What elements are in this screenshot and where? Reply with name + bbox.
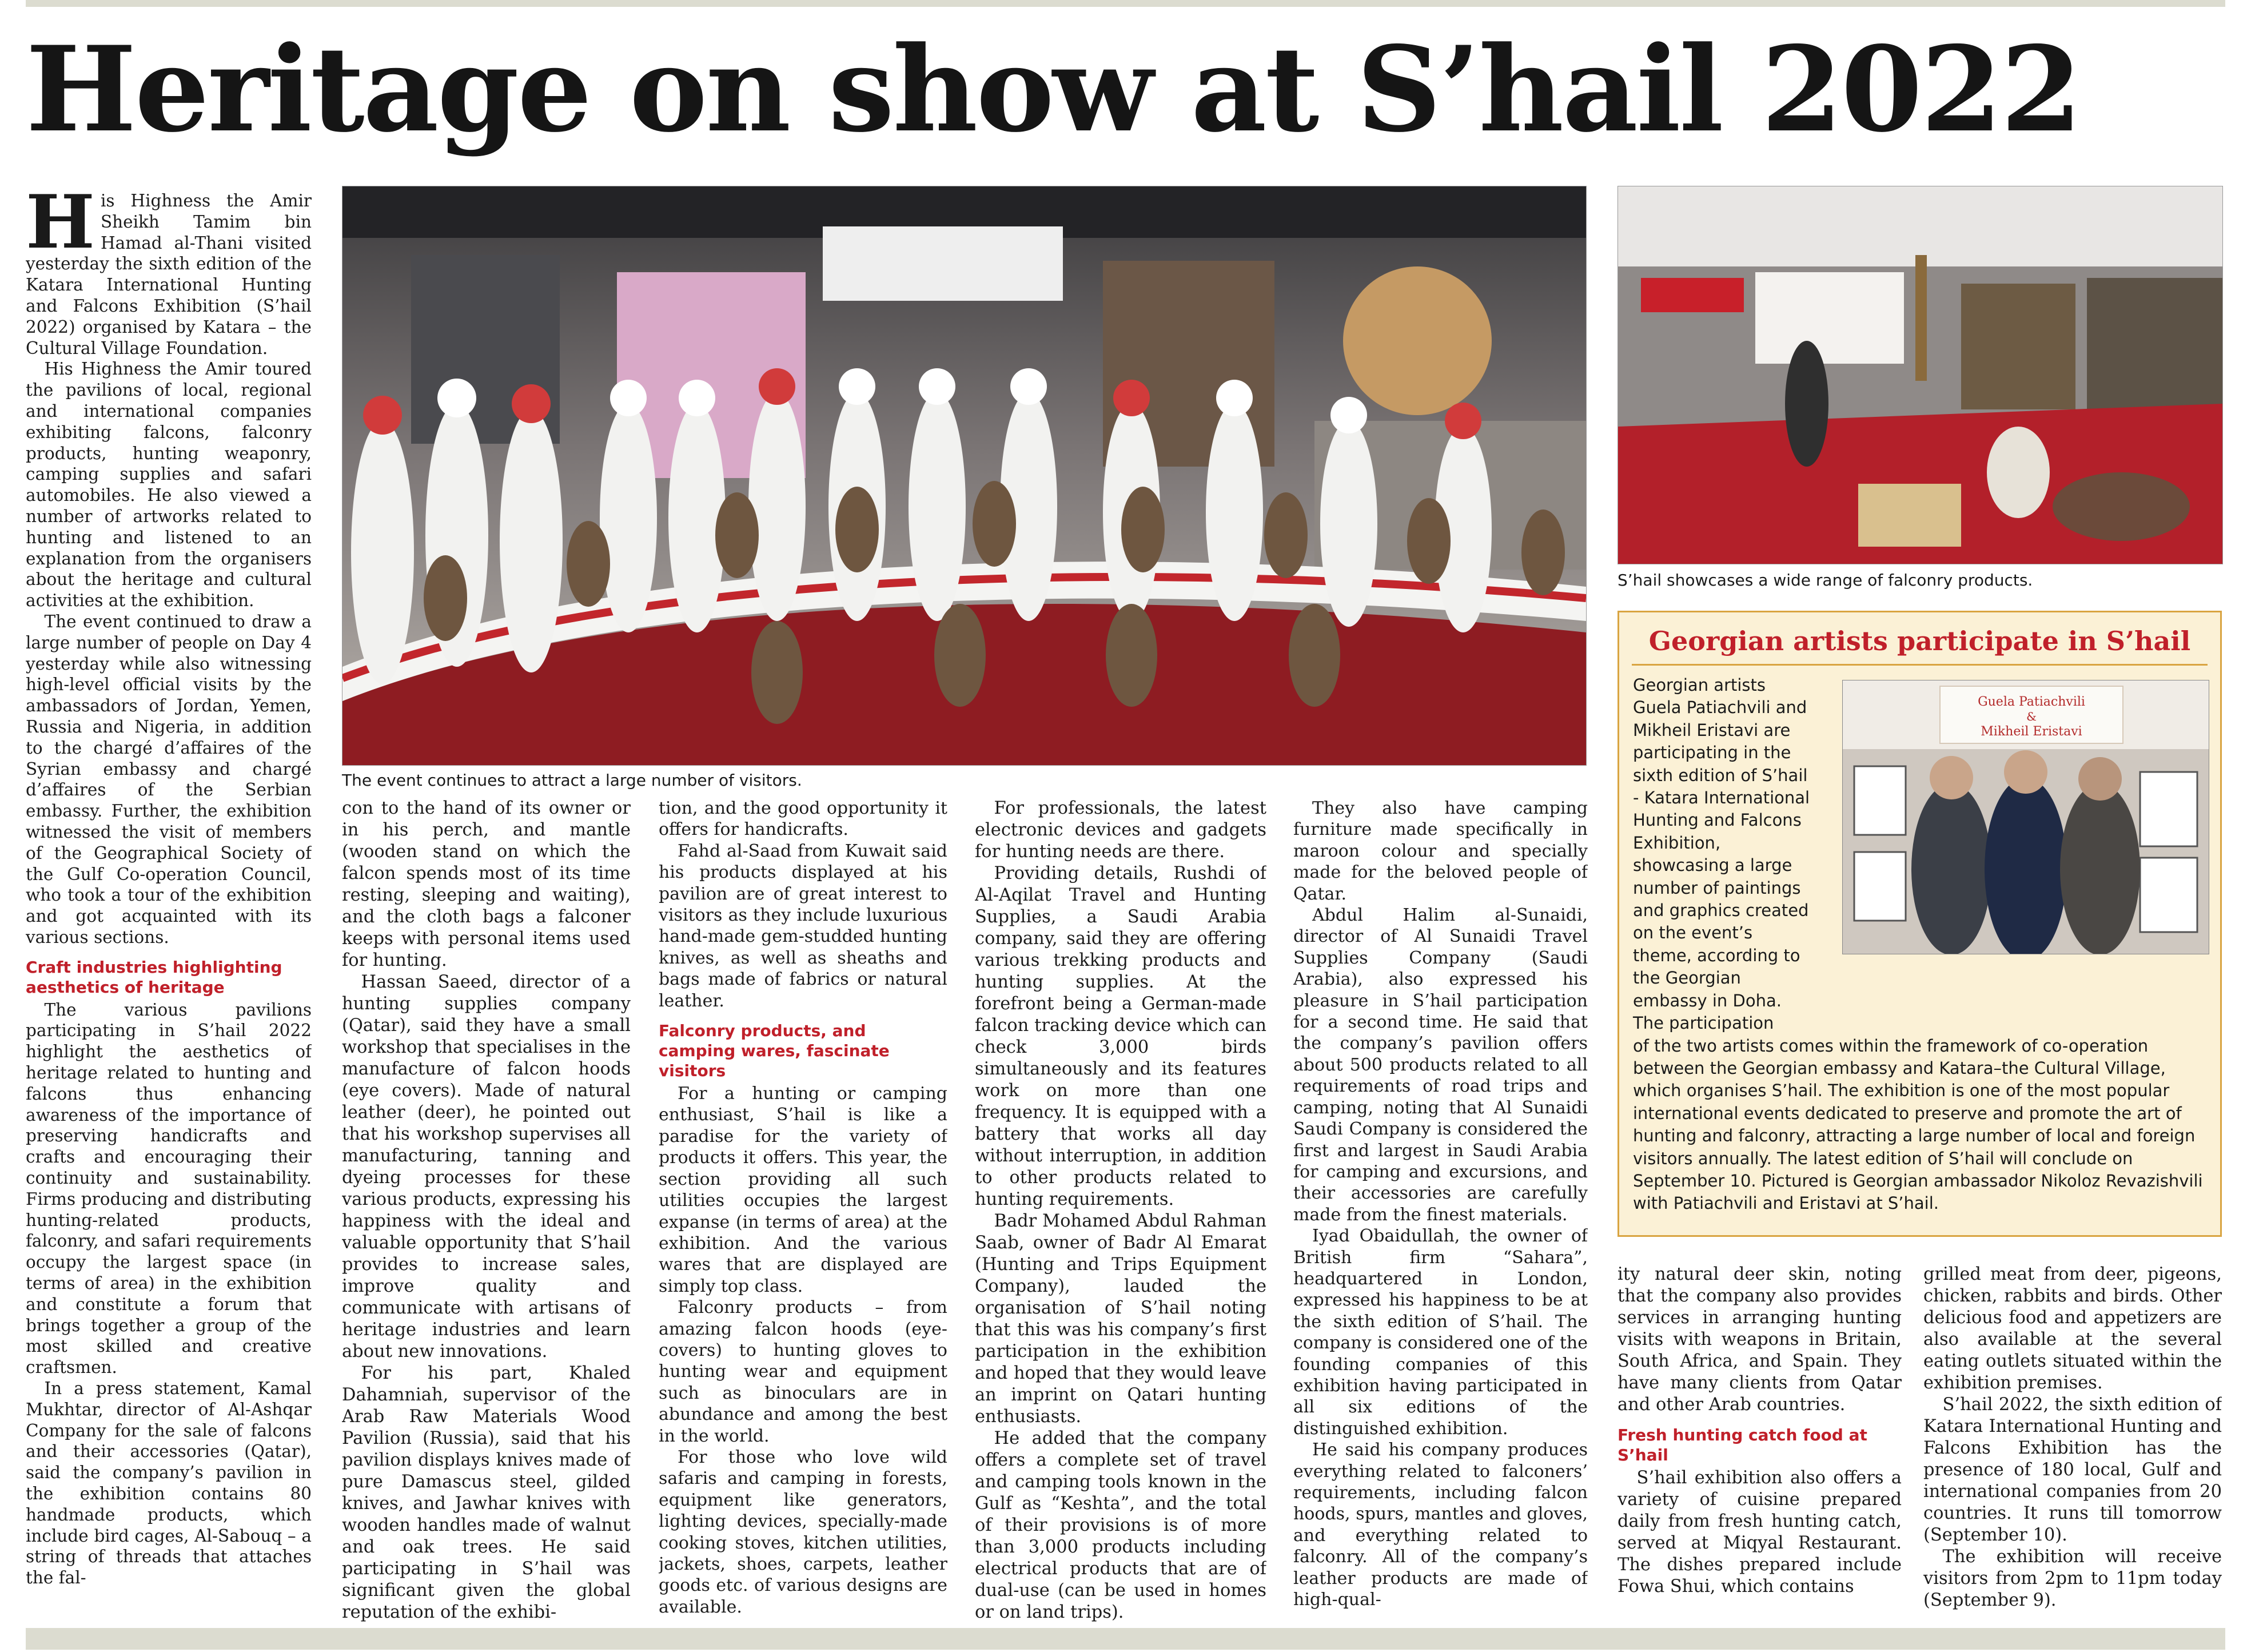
- sidebar-box: [1617, 611, 2222, 1237]
- paragraph: The exhibition will receive visitors from 2pm to 11pm today (September 9).: [1923, 1547, 2222, 1610]
- paragraph: S’hail 2022, the sixth edition of Katara International Hunting and Falcons Exhibition has the presence of 180 local, Gulf and international companies from 20 countries. It runs till tomorrow (September 10).: [1923, 1395, 2222, 1545]
- article-column-5: [1293, 798, 1588, 1626]
- top-rule: [26, 0, 2225, 7]
- paragraph: In a press statement, Kamal Mukhtar, director of Al-Ashqar Company for the sale of falcons and their accessories (Qatar), said the company’s pavilion in the exhibition contains 80 handmade products, which include bird cages, Al-Sabouq – a string of threads that attaches the fal-: [26, 1379, 312, 1588]
- article-column-1: [26, 190, 312, 1626]
- subheading: Craft industries highlighting aesthetics of heritage: [26, 957, 282, 997]
- paragraph: ity natural deer skin, noting that the company also provides services in arranging hunting visits with weapons in Britain, South Africa, and Spain. They have many clients from Qatar and other Arab countries.: [1617, 1264, 1902, 1415]
- paragraph: The event continued to draw a large number of people on Day 4 yesterday while also witnessing high-level official visits by the ambassadors of Jordan, Yemen, Russia and Nigeria, in addition to the chargé d’affaires of the Syrian embassy and chargé d’affaires of the Serbian embassy. Further, the exhibition witnessed the visit of members of the Geographical Society of the Gulf Co-operation Council, who took a tour of the exhibition and got acquainted with its various sections.: [26, 611, 312, 947]
- paragraph: For those who love wild safaris and camping in forests, equipment like generators, lighting devices, specially-made cooking stoves, kitchen utilities, jackets, shoes, carpets, leather goods etc. of various designs are available.: [659, 1447, 947, 1617]
- sign-line-1: Guela Patiachvili: [1978, 695, 2085, 709]
- paragraph-text: is Highness the Amir Sheikh Tamim bin Hamad al-Thani visited yesterday the sixth edition of the Katara International Hunting and Falcons Exhibition (S’hail 2022) organised by Katara – the Cultural Village Foundation.: [26, 191, 312, 358]
- article-column-6: [1617, 1264, 1902, 1626]
- bottom-rule: [26, 1628, 2225, 1650]
- main-photo: [342, 186, 1587, 766]
- paragraph: Badr Mohamed Abdul Rahman Saab, owner of Badr Al Emarat (Hunting and Trips Equipment Company), lauded the organisation of S’hail noting that this was his company’s first participation in the exhibition and hoped that they would leave an imprint on Qatari hunting enthusiasts.: [975, 1211, 1266, 1427]
- paragraph: tion, and the good opportunity it offers for handicrafts.: [659, 798, 947, 840]
- paragraph: For a hunting or camping enthusiast, S’hail is like a paradise for the variety of products it offers. This year, the section providing all such utilities occupies the largest expanse (in terms of area) at the exhibition. And the various wares that are displayed are simply top class.: [659, 1084, 947, 1296]
- paragraph: S’hail exhibition also offers a variety of cuisine prepared daily from fresh hunting catch, served at Miqyal Restaurant. The dishes prepared include Fowa Shui, which contains: [1617, 1468, 1902, 1597]
- sidebar-lead-text: Georgian artists Guela Patiachvili and Mikheil Eristavi are participating in the sixth edition of S’hail - Katara International Hunting and Falcons Exhibition, showcasing a large number of paintings and graphics created on the event’s theme, according to the Georgian embassy in Doha. The participation: [1633, 675, 1810, 1033]
- exhibition-hall-illustration: [342, 186, 1586, 765]
- sign-line-2: &: [2026, 710, 2037, 723]
- paragraph: grilled meat from deer, pigeons, chicken, rabbits and birds. Other delicious food and appetizers are also available at the several eating outlets situated within the exhibition premises.: [1923, 1264, 2222, 1393]
- paragraph: He said his company produces everything related to falconers’ requirements, including falcon hoods, spurs, mantles and gloves, and everything related to falconry. All of the company’s leather products are made of high-qual-: [1293, 1440, 1588, 1610]
- paragraph: For professionals, the latest electronic devices and gadgets for hunting needs are there.: [975, 798, 1266, 862]
- paragraph: The various pavilions participating in S’hail 2022 highlight the aesthetics of heritage related to hunting and falcons thus enhancing awareness of the importance of preserving handicrafts and crafts and encouraging their continuity and sustainability. Firms producing and distributing hunting-related products, falconry, and safari requirements occupy the largest space (in terms of area) in the exhibition and constitute a forum that brings together a group of the most skilled and creative craftsmen.: [26, 1000, 312, 1378]
- sign-line-3: Mikheil Eristavi: [1981, 725, 2082, 739]
- main-photo-caption: The event continues to attract a large number of visitors.: [342, 771, 802, 790]
- article-column-4: [975, 798, 1266, 1626]
- paragraph: [26, 190, 312, 359]
- sidebar-title: Georgian artists participate in S’hail: [1648, 626, 2191, 656]
- right-photo-caption: S’hail showcases a wide range of falconry products.: [1617, 571, 2033, 590]
- paragraph: They also have camping furniture made specifically in maroon colour and specially made for the beloved people of Qatar.: [1293, 798, 1588, 904]
- paragraph: Providing details, Rushdi of Al-Aqilat Travel and Hunting Supplies, a Saudi Arabia company, said they are offering various trekking products and hunting supplies. At the forefront being a German-made falcon tracking device which can check 3,000 birds simultaneously and its features work on more than one frequency. It is equipped with a battery that works all day without interruption, in addition to other products related to hunting requirements.: [975, 863, 1266, 1209]
- paragraph: For his part, Khaled Dahamniah, supervisor of the Arab Raw Materials Wood Pavilion (Russia), said that his pavilion displays knives made of pure Damascus steel, gilded knives, and Jawhar knives with wooden handles made of walnut and oak trees. He said participating in S’hail was significant given the global reputation of the exhibi-: [342, 1363, 631, 1622]
- paragraph: con to the hand of its owner or in his perch, and mantle (wooden stand on which the falcon spends most of its time resting, sleeping and waiting), and the cloth bags a falconer keeps with personal items used for hunting.: [342, 798, 631, 970]
- headline: Heritage on show at S’hail 2022: [26, 21, 2081, 158]
- sidebar-rest-text: of the two artists comes within the framework of co-operation between the Georgian embassy and Katara–the Cultural Village, which organises S’hail. The exhibition is one of the most popular international events dedicated to preserve and promote the art of hunting and falconry, attracting a large number of local and foreign visitors annually. The latest edition of S’hail will conclude on September 10. Pictured is Georgian ambassador Nikoloz Revazishvili with Patiachvili and Eristavi at S’hail.: [1633, 1036, 2203, 1213]
- paragraph: Hassan Saeed, director of a hunting supplies company (Qatar), said they have a small workshop that specialises in the manufacture of falcon hoods (eye covers). Made of natural leather (deer), he pointed out that his workshop supervises all manufacturing, tanning and dyeing processes for these various products, expressing his happiness with the ideal and valuable opportunity that S’hail provides to increase sales, improve quality and communicate with artisans of heritage industries and learn about new innovations.: [342, 972, 631, 1362]
- subheading: Fresh hunting catch food at S’hail: [1617, 1426, 1867, 1464]
- sidebar-rule: [1632, 664, 2208, 666]
- paragraph: Iyad Obaidullah, the owner of British firm “Sahara”, headquartered in London, expressed his happiness to be at the sixth edition of S’hail. The company is considered one of the founding companies of this exhibition having participated in all six editions of the distinguished exhibition.: [1293, 1226, 1588, 1439]
- article-column-2: [342, 798, 631, 1626]
- exhibition-stalls-illustration: [1618, 186, 2222, 564]
- subheading: Falconry products, and camping wares, fascinate visitors: [659, 1021, 890, 1081]
- paragraph: He added that the company offers a complete set of travel and camping tools known in the Gulf as “Keshta”, and the total of their provisions is of more than 3,000 products including electrical products that are of dual-use (can be used in homes or on land trips).: [975, 1428, 1266, 1622]
- paragraph: Fahd al-Saad from Kuwait said his products displayed at his pavilion are of great interest to visitors as they include luxurious hand-made gem-studded hunting knives, as well as sheaths and bags made of fabrics or natural leather.: [659, 841, 947, 1011]
- sidebar-text: [1633, 674, 2205, 1215]
- article-column-7: [1923, 1264, 2222, 1626]
- right-photo: [1617, 186, 2223, 564]
- paragraph: His Highness the Amir toured the pavilions of local, regional and international companies exhibiting falcons, falconry products, hunting weaponry, camping supplies and safari automobiles. He also viewed a number of artworks related to hunting and listened to an explanation from the organisers about the heritage and cultural activities at the exhibition.: [26, 359, 312, 611]
- drop-cap: H: [26, 190, 95, 265]
- article-column-3: [659, 798, 947, 1626]
- paragraph: Abdul Halim al-Sunaidi, director of Al Sunaidi Travel Supplies Company (Saudi Arabia), also expressed his pleasure in S’hail participation for a second time. He said that the company’s pavilion offers about 500 products related to all requirements of road trips and camping, noting that Al Sunaidi Saudi Company is considered the first and largest in Saudi Arabia for camping and excursions, and their accessories are carefully made from the finest materials.: [1293, 905, 1588, 1225]
- paragraph: Falconry products – from amazing falcon hoods (eye-covers) to hunting gloves to hunting wear and equipment such as binoculars are in abundance and among the best in the world.: [659, 1297, 947, 1446]
